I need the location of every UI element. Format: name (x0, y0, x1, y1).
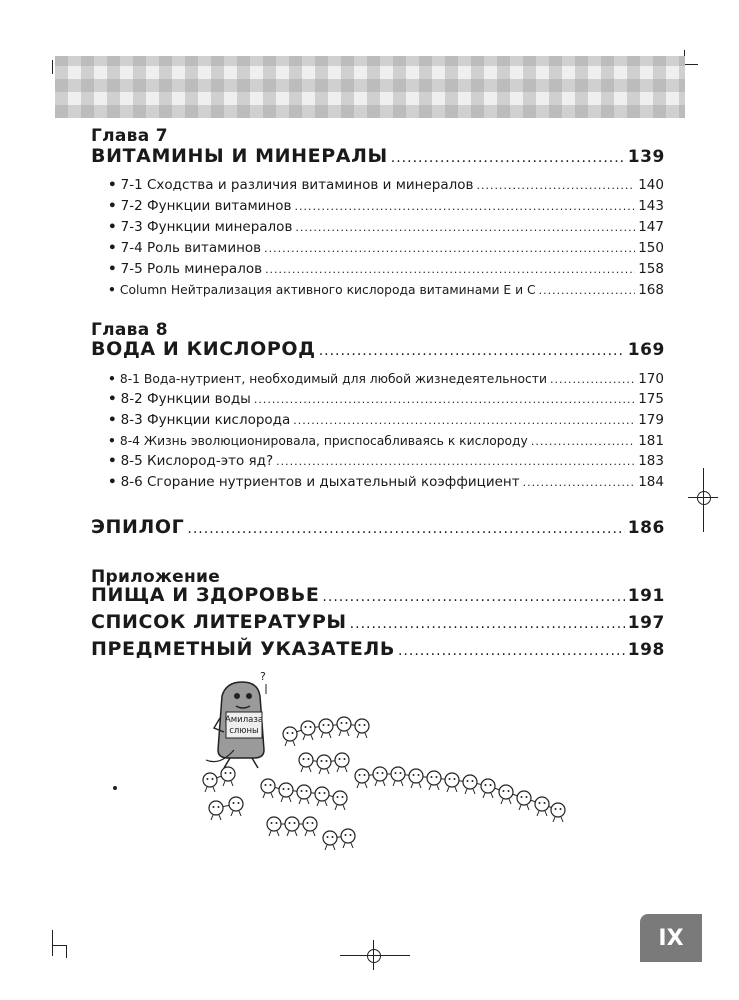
section-title: Функции воды (147, 391, 251, 407)
appendix-entry[interactable] (91, 638, 665, 660)
molecule-legs (211, 815, 221, 820)
bullet: • (108, 434, 116, 448)
molecule-legs (281, 797, 291, 802)
glucose-molecule (261, 779, 275, 793)
leader-dots (322, 589, 624, 605)
molecule-eye (454, 778, 456, 780)
molecule-eye (238, 802, 240, 804)
molecule-eye (431, 776, 433, 778)
molecule-eye (521, 796, 523, 798)
molecule-eye (288, 788, 290, 790)
page-number: 147 (638, 219, 664, 235)
section-title: Функции минералов (147, 219, 293, 235)
molecule-eye (364, 774, 366, 776)
crop-mark (52, 945, 66, 946)
page-number: 198 (627, 640, 665, 660)
section-number: 7-4 (120, 240, 143, 256)
glucose-molecule (209, 801, 223, 815)
molecule-eye (307, 822, 309, 824)
bullet: • (108, 453, 117, 469)
leader-dots (264, 242, 635, 255)
crop-mark (66, 945, 67, 958)
page-number: 186 (627, 518, 665, 538)
page-number: 181 (638, 433, 664, 449)
molecule-eye (342, 796, 344, 798)
section-number: 8-6 (120, 474, 143, 490)
molecule-eye (319, 792, 321, 794)
molecule-eye (539, 802, 541, 804)
molecule-eye (270, 784, 272, 786)
section-number: 8-1 (119, 372, 140, 386)
leader-dots (254, 393, 635, 406)
page-number: 179 (638, 412, 664, 428)
leader-dots (350, 616, 625, 632)
molecule-eye (283, 788, 285, 790)
page-number-badge: IX (640, 914, 702, 962)
molecule-eye (345, 834, 347, 836)
leader-dots (319, 343, 625, 359)
leader-dots (476, 179, 635, 192)
molecule-eye (418, 774, 420, 776)
glucose-molecule (373, 767, 387, 781)
glucose-molecule (337, 717, 351, 731)
molecule-eye (271, 822, 273, 824)
molecule-eye (225, 772, 227, 774)
molecule-legs (357, 783, 367, 788)
header-pattern-band (55, 56, 685, 118)
epilogue-entry[interactable] (91, 516, 665, 538)
leader-dots (293, 414, 635, 427)
glucose-molecule (481, 779, 495, 793)
thought-mark: ? (260, 670, 266, 683)
glucose-molecule (499, 785, 513, 799)
glucose-molecule (323, 831, 337, 845)
section-number: Column (119, 283, 167, 297)
bullet: • (108, 240, 117, 256)
molecule-eye (321, 760, 323, 762)
leader-dots (276, 455, 635, 468)
molecule-legs (343, 843, 353, 848)
page-number: 183 (638, 453, 664, 469)
glucose-molecule (355, 769, 369, 783)
section-title: Сходства и различия витаминов и минералов (147, 177, 474, 193)
molecule-eye (382, 772, 384, 774)
molecule-legs (393, 781, 403, 786)
molecule-eye (287, 732, 289, 734)
molecule-eye (449, 778, 451, 780)
molecule-legs (263, 793, 273, 798)
molecule-eye (344, 758, 346, 760)
amylase-illustration (190, 668, 590, 858)
leader-dots (187, 521, 624, 537)
glucose-molecule (341, 829, 355, 843)
toc-entry[interactable] (108, 371, 664, 387)
molecule-eye (526, 796, 528, 798)
molecule-eye (218, 806, 220, 808)
toc-entry[interactable] (108, 433, 664, 449)
character-label: слюны (229, 726, 259, 736)
appendix-label: Приложение (91, 567, 221, 587)
toc-entry[interactable] (108, 391, 664, 407)
molecule-legs (447, 787, 457, 792)
section-title: Роль витаминов (147, 240, 262, 256)
molecule-eye (544, 802, 546, 804)
molecule-eye (339, 758, 341, 760)
molecule-eye (289, 822, 291, 824)
bullet: • (108, 412, 117, 428)
glucose-molecule (409, 769, 423, 783)
bullet: • (108, 219, 117, 235)
molecule-eye (359, 724, 361, 726)
glucose-molecule (221, 767, 235, 781)
molecule-legs (287, 831, 297, 836)
glucose-molecule (319, 719, 333, 733)
section-number: 7-1 (120, 177, 143, 193)
molecule-eye (326, 760, 328, 762)
molecule-legs (205, 787, 215, 792)
section-number: 8-4 (119, 434, 140, 448)
molecule-legs (465, 789, 475, 794)
molecule-eye (359, 774, 361, 776)
section-number: 8-2 (120, 391, 143, 407)
molecule-eye (350, 834, 352, 836)
section-title: Кислород-это яд? (147, 453, 274, 469)
molecule-legs (375, 781, 385, 786)
molecule-eye (230, 772, 232, 774)
glucose-molecule (335, 753, 349, 767)
crop-mark (52, 60, 53, 74)
glucose-molecule (203, 773, 217, 787)
leader-dots (265, 263, 635, 276)
molecule-eye (323, 724, 325, 726)
molecule-legs (319, 769, 329, 774)
page-number: 169 (627, 340, 665, 360)
toc-entry[interactable] (108, 453, 664, 469)
section-title: Функции кислорода (147, 412, 291, 428)
glucose-molecule (315, 787, 329, 801)
molecule-legs (223, 781, 233, 786)
molecule-eye (233, 802, 235, 804)
molecule-legs (429, 785, 439, 790)
chapter-8-label: Глава 8 (91, 320, 168, 340)
molecule-eye (395, 772, 397, 774)
glucose-molecule (229, 797, 243, 811)
glucose-molecule (283, 727, 297, 741)
molecule-eye (310, 726, 312, 728)
appendix-title: СПИСОК ЛИТЕРАТУРЫ (91, 611, 347, 633)
glucose-molecule (517, 791, 531, 805)
molecule-eye (207, 778, 209, 780)
glucose-molecule (285, 817, 299, 831)
section-number: 7-5 (120, 261, 143, 277)
section-title: Нейтрализация активного кислорода витаминами E и C (170, 283, 536, 297)
molecule-eye (503, 790, 505, 792)
section-title: Жизнь эволюционировала, приспосабливаясь к кислороду (143, 434, 528, 448)
character-label: Амилаза (224, 715, 264, 725)
leader-dots (295, 200, 636, 213)
section-number: 7-2 (120, 198, 143, 214)
page-number: 175 (638, 391, 664, 407)
toc-entry[interactable] (108, 177, 664, 193)
glucose-molecule (303, 817, 317, 831)
molecule-legs (519, 805, 529, 810)
molecule-eye (301, 790, 303, 792)
crop-mark (52, 930, 53, 956)
chapter-title: ВОДА И КИСЛОРОД (91, 338, 316, 360)
page-number: 140 (638, 177, 664, 193)
page-number: 191 (627, 586, 665, 606)
molecule-eye (308, 758, 310, 760)
molecule-eye (212, 778, 214, 780)
glucose-molecule (355, 719, 369, 733)
molecule-legs (335, 805, 345, 810)
section-title: Сгорание нутриентов и дыхательный коэффициент (147, 474, 520, 490)
molecule-eye (467, 780, 469, 782)
molecule-legs (483, 793, 493, 798)
amylase-character (206, 670, 266, 768)
leader-dots (398, 643, 625, 659)
molecule-legs (339, 731, 349, 736)
molecule-legs (305, 831, 315, 836)
toc-entry[interactable] (108, 198, 664, 214)
glucose-molecule (297, 785, 311, 799)
leader-dots (550, 373, 635, 386)
chapter-8-entry[interactable] (91, 338, 665, 360)
glucose-molecule (299, 753, 313, 767)
bullet: • (108, 198, 117, 214)
section-title: Вода-нутриент, необходимый для любой жизнедеятельности (143, 372, 547, 386)
bullet: • (108, 261, 117, 277)
molecule-eye (324, 792, 326, 794)
glucose-molecule (535, 797, 549, 811)
registration-mark (697, 491, 711, 505)
toc-entry[interactable] (108, 412, 664, 428)
leader-dots (539, 284, 636, 297)
page-number: 143 (638, 198, 664, 214)
bullet: • (108, 391, 117, 407)
molecule-eye (276, 822, 278, 824)
appendix-title: ПИЩА И ЗДОРОВЬЕ (91, 584, 320, 606)
molecule-legs (411, 783, 421, 788)
molecule-eye (327, 836, 329, 838)
glucose-molecule (317, 755, 331, 769)
molecule-legs (537, 811, 547, 816)
glucose-molecule (267, 817, 281, 831)
page-number: 184 (638, 474, 664, 490)
molecule-eye (346, 722, 348, 724)
page-number: 197 (627, 613, 665, 633)
molecule-eye (560, 808, 562, 810)
molecule-legs (269, 831, 279, 836)
page-number: 170 (638, 371, 664, 387)
bullet: • (108, 372, 116, 386)
leader-dots (295, 221, 635, 234)
glucose-molecule (333, 791, 347, 805)
molecule-eye (413, 774, 415, 776)
molecule-eye (400, 772, 402, 774)
molecule-eye (436, 776, 438, 778)
chapter-7-entry[interactable] (91, 145, 665, 167)
registration-mark (367, 949, 381, 963)
decorative-dot (113, 786, 117, 790)
chapter-title: ВИТАМИНЫ И МИНЕРАЛЫ (91, 145, 388, 167)
epilogue-title: ЭПИЛОГ (91, 516, 185, 538)
molecule-legs (285, 741, 295, 746)
molecule-legs (321, 733, 331, 738)
molecule-legs (553, 817, 563, 822)
page-number: 168 (638, 282, 664, 298)
molecule-eye (306, 790, 308, 792)
bullet: • (108, 177, 117, 193)
molecule-eye (508, 790, 510, 792)
section-number: 8-3 (120, 412, 143, 428)
molecule-eye (292, 732, 294, 734)
glucose-molecule (427, 771, 441, 785)
molecule-eye (213, 806, 215, 808)
molecule-legs (303, 735, 313, 740)
section-title: Функции витаминов (147, 198, 292, 214)
glucose-molecule (551, 803, 565, 817)
section-title: Роль минералов (147, 261, 263, 277)
molecule-legs (299, 799, 309, 804)
glucose-molecule (279, 783, 293, 797)
appendix-title: ПРЕДМЕТНЫЙ УКАЗАТЕЛЬ (91, 638, 395, 660)
molecule-legs (325, 845, 335, 850)
molecule-eye (490, 784, 492, 786)
molecule-legs (501, 799, 511, 804)
page-number: 139 (627, 147, 665, 167)
molecule-legs (357, 733, 367, 738)
page-number: 158 (638, 261, 664, 277)
molecule-eye (341, 722, 343, 724)
molecule-eye (332, 836, 334, 838)
appendix-entry[interactable] (91, 584, 665, 606)
toc-entry[interactable] (108, 474, 664, 490)
glucose-molecule (445, 773, 459, 787)
molecule-eye (555, 808, 557, 810)
molecule-legs (231, 811, 241, 816)
glucose-molecule (301, 721, 315, 735)
molecule-eye (485, 784, 487, 786)
molecule-eye (472, 780, 474, 782)
appendix-entry[interactable] (91, 611, 665, 633)
molecule-legs (317, 801, 327, 806)
glucose-molecule (463, 775, 477, 789)
section-number: 7-3 (120, 219, 143, 235)
molecule-eye (294, 822, 296, 824)
molecule-eye (377, 772, 379, 774)
crop-mark (684, 64, 698, 65)
toc-entry[interactable] (108, 261, 664, 277)
leader-dots (391, 150, 625, 166)
molecule-legs (301, 767, 311, 772)
page-number: 150 (638, 240, 664, 256)
toc-entry[interactable] (108, 282, 664, 298)
toc-entry[interactable] (108, 240, 664, 256)
bullet: • (108, 474, 117, 490)
chapter-7-label: Глава 7 (91, 126, 168, 146)
glucose-molecule (391, 767, 405, 781)
toc-entry[interactable] (108, 219, 664, 235)
leader-dots (523, 476, 636, 489)
molecule-eye (337, 796, 339, 798)
molecule-eye (305, 726, 307, 728)
molecule-eye (303, 758, 305, 760)
leader-dots (531, 435, 635, 448)
section-number: 8-5 (120, 453, 143, 469)
molecule-eye (312, 822, 314, 824)
bullet: • (108, 283, 116, 297)
molecule-eye (328, 724, 330, 726)
molecule-legs (337, 767, 347, 772)
molecule-eye (364, 724, 366, 726)
molecule-eye (265, 784, 267, 786)
